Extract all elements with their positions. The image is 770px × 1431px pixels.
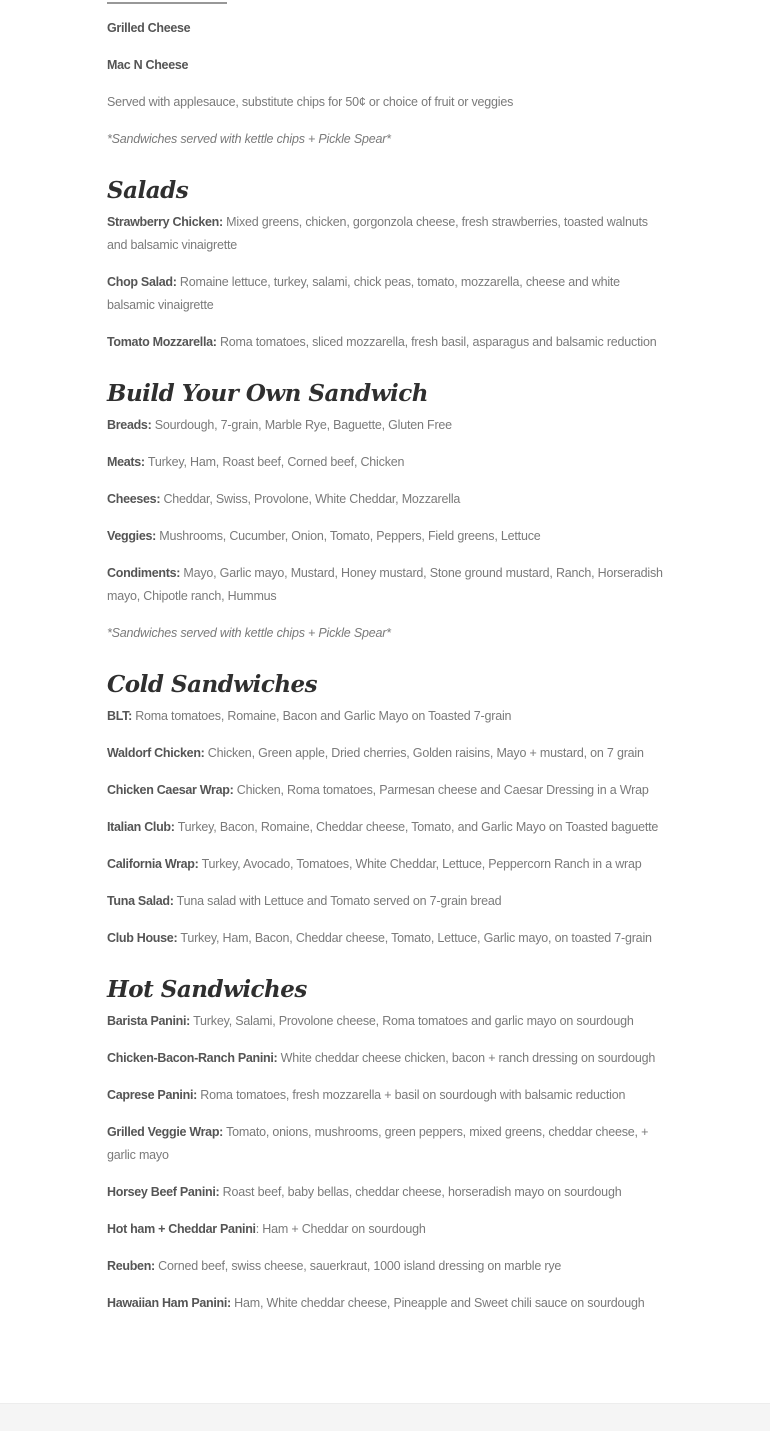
served-note: Served with applesauce, substitute chips for 50¢ or choice of fruit or veggies: [107, 95, 514, 109]
menu-item: Condiments: Mayo, Garlic mayo, Mustard, Honey mustard, Stone ground mustard, Ranch, Horseradish mayo, Chipotle ranch, Hummus: [107, 566, 663, 603]
menu-item: BLT: Roma tomatoes, Romaine, Bacon and Garlic Mayo on Toasted 7-grain: [107, 709, 512, 723]
section-title-hot-sandwiches: Hot Sandwiches: [107, 976, 307, 1003]
menu-item: Chop Salad: Romaine lettuce, turkey, salami, chick peas, tomato, mozzarella, cheese and white balsamic vinaigrette: [107, 275, 620, 312]
menu-item: Tomato Mozzarella: Roma tomatoes, sliced mozzarella, fresh basil, asparagus and balsamic reduction: [107, 335, 657, 349]
menu-item: Mac N Cheese: [107, 58, 189, 72]
section-title-cold-sandwiches: Cold Sandwiches: [107, 671, 318, 698]
menu-item: Waldorf Chicken: Chicken, Green apple, Dried cherries, Golden raisins, Mayo + mustard, on 7 grain: [107, 746, 644, 760]
menu-item: Caprese Panini: Roma tomatoes, fresh mozzarella + basil on sourdough with balsamic reduction: [107, 1088, 626, 1102]
menu-item: Strawberry Chicken: Mixed greens, chicken, gorgonzola cheese, fresh strawberries, toasted walnuts and balsamic vinaigrette: [107, 215, 648, 252]
footer-band: [0, 1403, 770, 1431]
menu-item: Veggies: Mushrooms, Cucumber, Onion, Tomato, Peppers, Field greens, Lettuce: [107, 529, 541, 543]
menu-item: California Wrap: Turkey, Avocado, Tomatoes, White Cheddar, Lettuce, Peppercorn Ranch in a wrap: [107, 857, 642, 871]
previous-heading-fragment: [107, 0, 227, 4]
menu-content: [107, 17, 667, 1329]
menu-item: Tuna Salad: Tuna salad with Lettuce and Tomato served on 7-grain bread: [107, 894, 502, 908]
menu-item: Hot ham + Cheddar Panini: Ham + Cheddar on sourdough: [107, 1222, 426, 1236]
section-title-salads: Salads: [107, 177, 189, 204]
menu-item: Reuben: Corned beef, swiss cheese, sauerkraut, 1000 island dressing on marble rye: [107, 1259, 562, 1273]
menu-item: Meats: Turkey, Ham, Roast beef, Corned beef, Chicken: [107, 455, 405, 469]
menu-item: Cheeses: Cheddar, Swiss, Provolone, White Cheddar, Mozzarella: [107, 492, 461, 506]
section-title-build-your-own: Build Your Own Sandwich: [107, 380, 428, 407]
menu-item: Chicken-Bacon-Ranch Panini: White cheddar cheese chicken, bacon + ranch dressing on sourdough: [107, 1051, 656, 1065]
menu-item: Club House: Turkey, Ham, Bacon, Cheddar cheese, Tomato, Lettuce, Garlic mayo, on toasted 7-grain: [107, 931, 652, 945]
menu-item: Barista Panini: Turkey, Salami, Provolone cheese, Roma tomatoes and garlic mayo on sourdough: [107, 1014, 634, 1028]
menu-item: Grilled Veggie Wrap: Tomato, onions, mushrooms, green peppers, mixed greens, cheddar cheese, + garlic mayo: [107, 1125, 649, 1162]
sandwich-note: *Sandwiches served with kettle chips + Pickle Spear*: [107, 132, 391, 146]
menu-item: Horsey Beef Panini: Roast beef, baby bellas, cheddar cheese, horseradish mayo on sourdough: [107, 1185, 622, 1199]
menu-item: Hawaiian Ham Panini: Ham, White cheddar cheese, Pineapple and Sweet chili sauce on sourdough: [107, 1296, 645, 1310]
menu-item: Italian Club: Turkey, Bacon, Romaine, Cheddar cheese, Tomato, and Garlic Mayo on Toasted baguette: [107, 820, 659, 834]
menu-item: Grilled Cheese: [107, 21, 191, 35]
menu-item: Chicken Caesar Wrap: Chicken, Roma tomatoes, Parmesan cheese and Caesar Dressing in a Wrap: [107, 783, 649, 797]
menu-item: Breads: Sourdough, 7-grain, Marble Rye, Baguette, Gluten Free: [107, 418, 452, 432]
sandwich-note: *Sandwiches served with kettle chips + Pickle Spear*: [107, 626, 391, 640]
